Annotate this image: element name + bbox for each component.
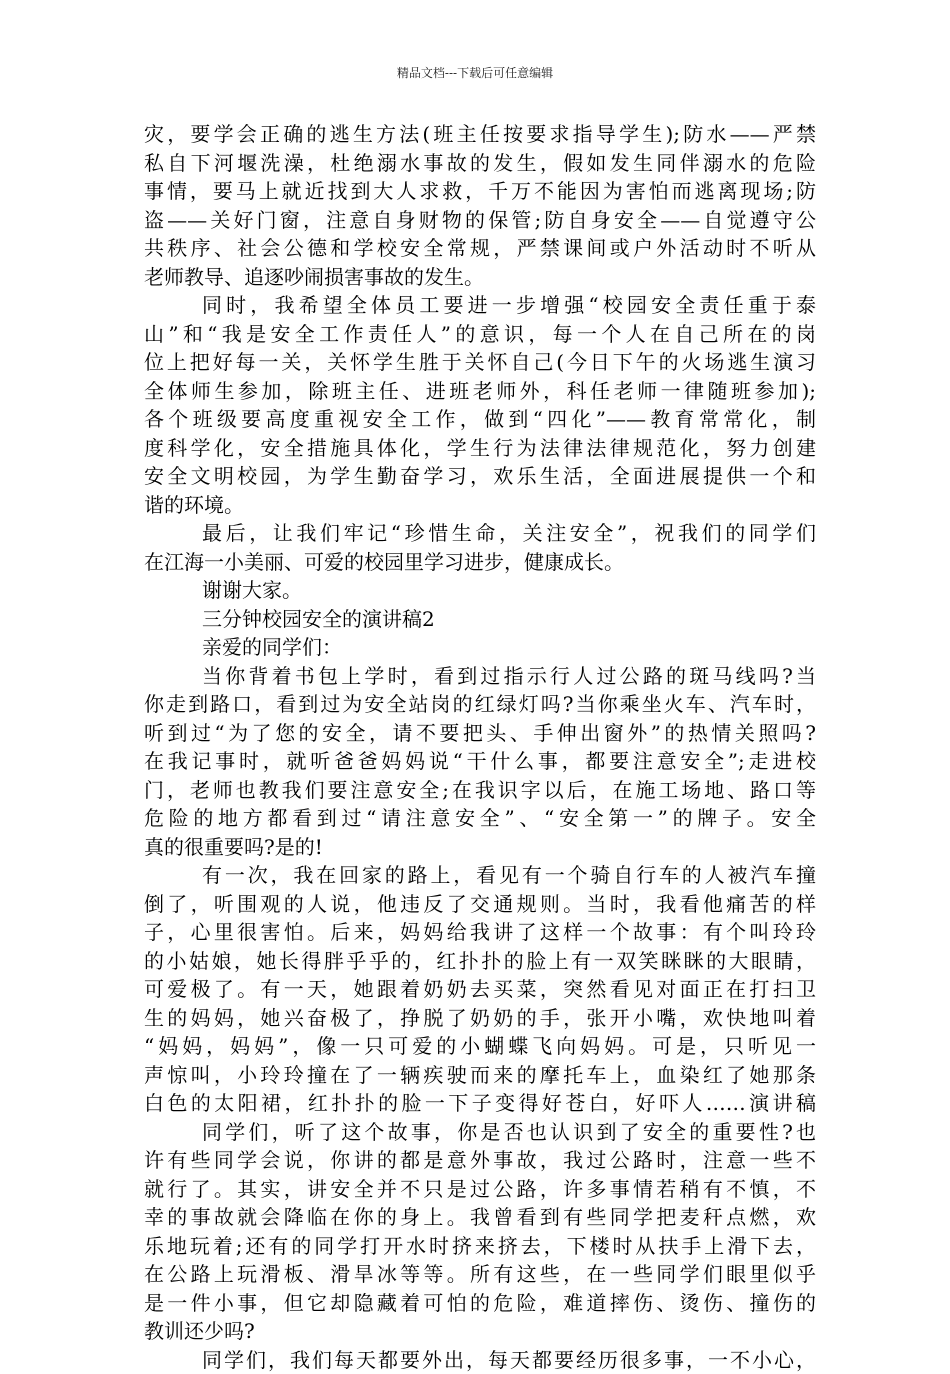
text-line: 生的妈妈，她兴奋极了，挣脱了奶奶的手，张开小嘴，欢快地叫着	[144, 1004, 816, 1033]
text-line: 教训还少吗?	[144, 1317, 816, 1346]
text-line: 是一件小事，但它却隐藏着可怕的危险，难道摔伤、烫伤、撞伤的	[144, 1289, 816, 1318]
text-line: 同学们，听了这个故事，你是否也认识到了安全的重要性?也	[144, 1118, 816, 1147]
text-line: 当你背着书包上学时，看到过指示行人过公路的斑马线吗?当	[144, 662, 816, 691]
text-line: 在公路上玩滑板、滑旱冰等等。所有这些，在一些同学们眼里似乎	[144, 1260, 816, 1289]
text-line: 三分钟校园安全的演讲稿2	[144, 605, 816, 634]
text-line: 真的很重要吗?是的!	[144, 833, 816, 862]
text-line: 许有些同学会说，你讲的都是意外事故，我过公路时，注意一些不	[144, 1146, 816, 1175]
text-line: 全体师生参加，除班主任、进班老师外，科任老师一律随班参加);	[144, 377, 816, 406]
text-line: 在江海一小美丽、可爱的校园里学习进步，健康成长。	[144, 548, 816, 577]
text-line: 倒了，听围观的人说，他违反了交通规则。当时，我看他痛苦的样	[144, 890, 816, 919]
text-line: 声惊叫，小玲玲撞在了一辆疾驶而来的摩托车上，血染红了她那条	[144, 1061, 816, 1090]
text-line: 最后，让我们牢记“珍惜生命，关注安全”，祝我们的同学们	[144, 519, 816, 548]
text-line: 子，心里很害怕。后来，妈妈给我讲了这样一个故事：有个叫玲玲	[144, 918, 816, 947]
text-line: 安全文明校园，为学生勤奋学习，欢乐生活，全面进展提供一个和	[144, 462, 816, 491]
text-line: 老师教导、追逐吵闹损害事故的发生。	[144, 263, 816, 292]
text-line: 位上把好每一关，关怀学生胜于关怀自己(今日下午的火场逃生演习	[144, 348, 816, 377]
text-line: 谢谢大家。	[144, 576, 816, 605]
text-line: 亲爱的同学们：	[144, 633, 816, 662]
text-line: 山”和“我是安全工作责任人”的意识，每一个人在自己所在的岗	[144, 320, 816, 349]
text-line: 你走到路口，看到过为安全站岗的红绿灯吗?当你乘坐火车、汽车时，	[144, 690, 816, 719]
text-line: 灾，要学会正确的逃生方法(班主任按要求指导学生);防水——严禁	[144, 120, 816, 149]
text-line: 同学们，我们每天都要外出，每天都要经历很多事，一不小心，	[144, 1346, 816, 1374]
text-line: 听到过“为了您的安全，请不要把头、手伸出窗外”的热情关照吗?	[144, 719, 816, 748]
text-line: 的小姑娘，她长得胖乎乎的，红扑扑的脸上有一双笑眯眯的大眼睛，	[144, 947, 816, 976]
text-line: 事情，要马上就近找到大人求救，千万不能因为害怕而逃离现场;防	[144, 177, 816, 206]
text-line: 有一次，我在回家的路上，看见有一个骑自行车的人被汽车撞	[144, 861, 816, 890]
text-line: 私自下河堰洗澡，杜绝溺水事故的发生，假如发生同伴溺水的危险	[144, 149, 816, 178]
text-line: 在我记事时，就听爸爸妈妈说“干什么事，都要注意安全”;走进校	[144, 747, 816, 776]
text-line: 同时，我希望全体员工要进一步增强“校园安全责任重于泰	[144, 291, 816, 320]
text-line: 危险的地方都看到过“请注意安全”、“安全第一”的牌子。安全	[144, 804, 816, 833]
text-line: 盗——关好门窗，注意自身财物的保管;防自身安全——自觉遵守公	[144, 206, 816, 235]
text-line: “妈妈，妈妈”，像一只可爱的小蝴蝶飞向妈妈。可是，只听见一	[144, 1032, 816, 1061]
text-line: 度科学化，安全措施具体化，学生行为法律法律规范化，努力创建	[144, 434, 816, 463]
text-line: 各个班级要高度重视安全工作，做到“四化”——教育常常化，制	[144, 405, 816, 434]
text-line: 谐的环境。	[144, 491, 816, 520]
text-line: 门，老师也教我们要注意安全;在我识字以后，在施工场地、路口等	[144, 776, 816, 805]
page-header: 精品文档---下载后可任意编辑	[0, 66, 950, 80]
text-line: 就行了。其实，讲安全并不只是过公路，许多事情若稍有不慎，不	[144, 1175, 816, 1204]
text-line: 可爱极了。有一天，她跟着奶奶去买菜，突然看见对面正在打扫卫	[144, 975, 816, 1004]
document-body	[144, 120, 816, 1374]
text-line: 乐地玩着;还有的同学打开水时挤来挤去，下楼时从扶手上滑下去，	[144, 1232, 816, 1261]
text-line: 白色的太阳裙，红扑扑的脸一下子变得好苍白，好吓人……演讲稿	[144, 1089, 816, 1118]
text-line: 幸的事故就会降临在你的身上。我曾看到有些同学把麦秆点燃，欢	[144, 1203, 816, 1232]
text-line: 共秩序、社会公德和学校安全常规，严禁课间或户外活动时不听从	[144, 234, 816, 263]
